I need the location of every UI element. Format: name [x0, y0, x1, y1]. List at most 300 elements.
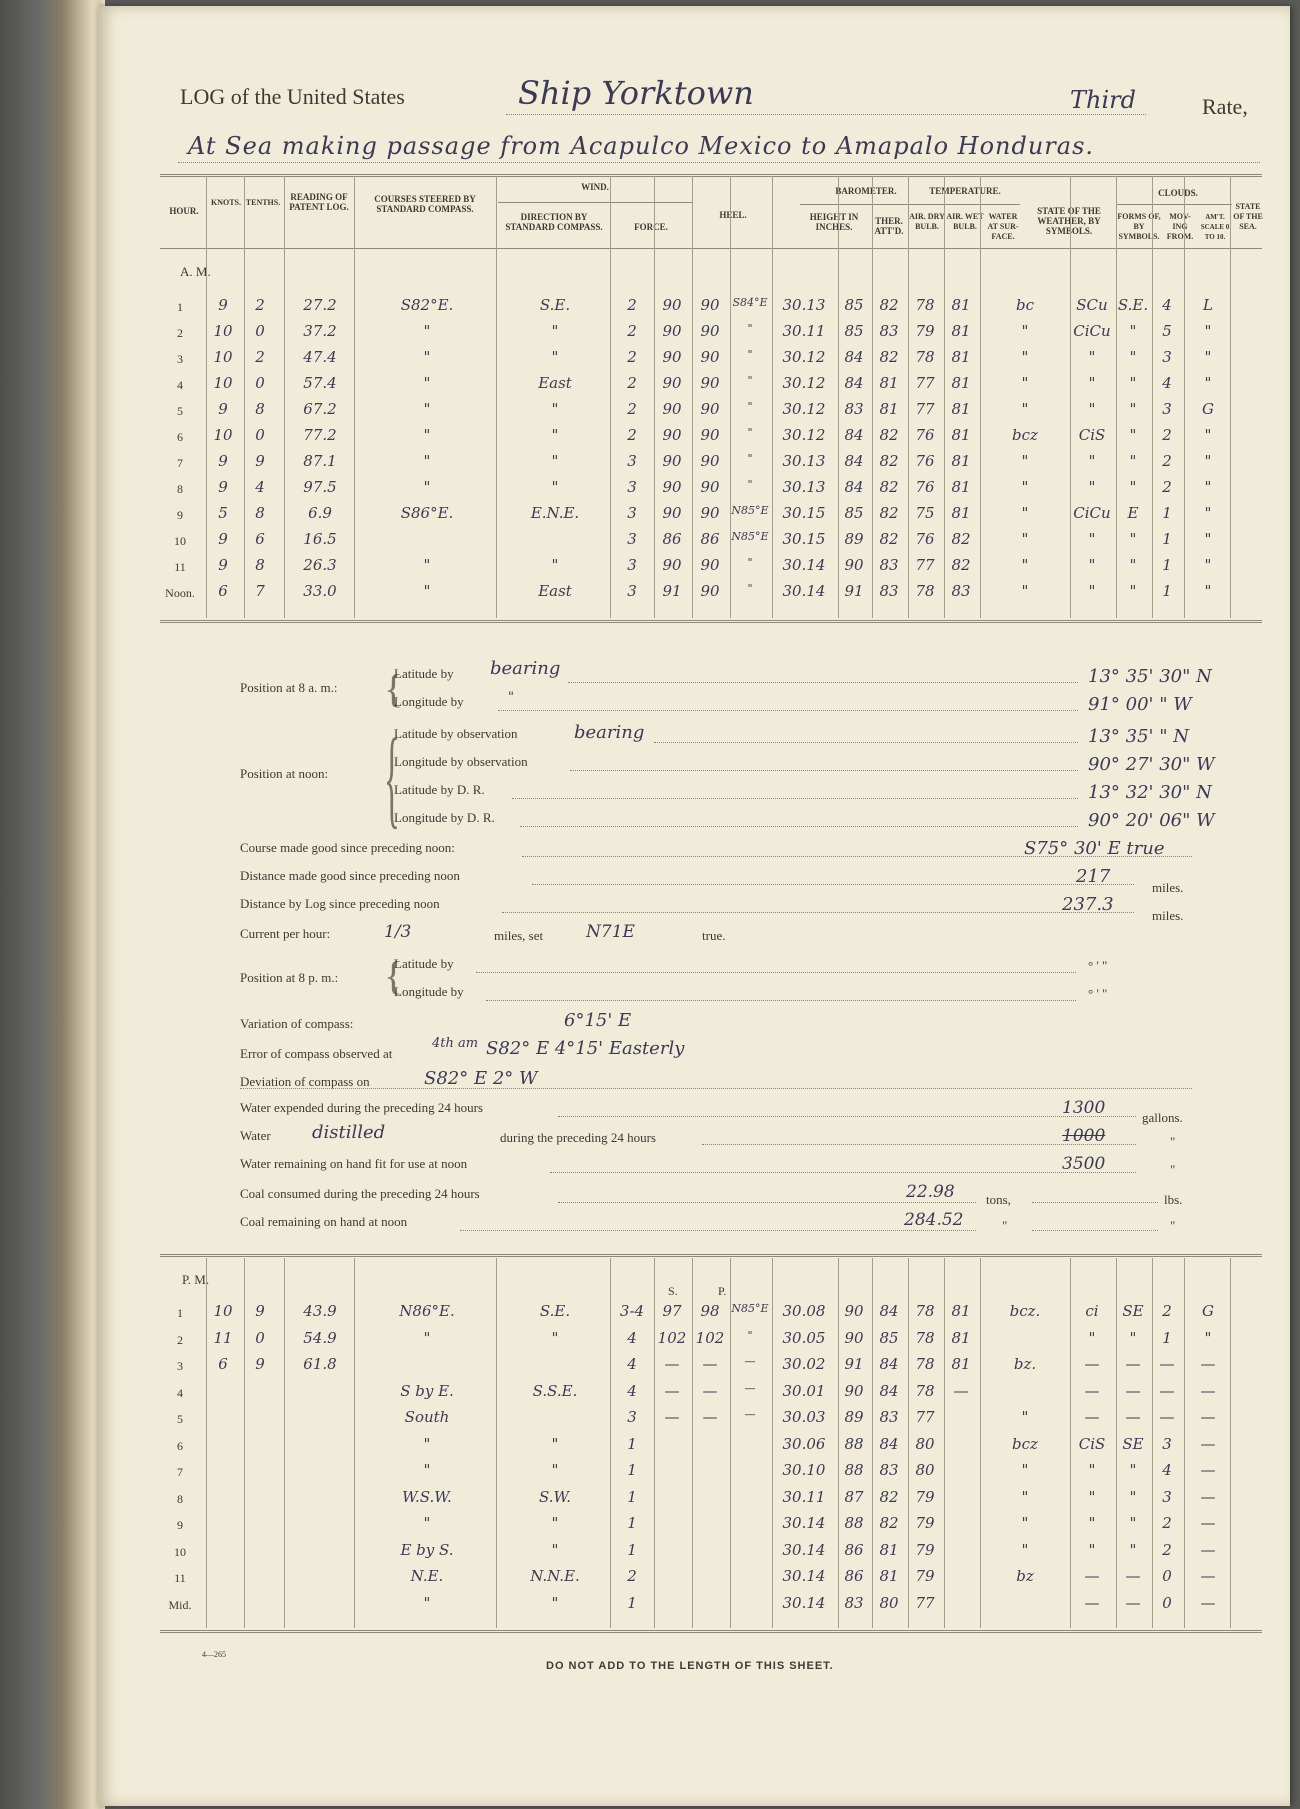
log-cell-log: 57.4 — [303, 374, 337, 392]
log-cell-cforms: — — [1084, 1355, 1100, 1373]
dist-log-value: 237.3 — [1062, 894, 1114, 915]
hour-label: 3 — [177, 1359, 183, 1373]
am-label: A. M. — [180, 264, 211, 279]
log-cell-c1: 90 — [662, 426, 682, 444]
log-cell-cmove: SE — [1122, 1302, 1144, 1320]
log-cell-cmove: E — [1127, 504, 1139, 522]
log-cell-wind_dir: S.E. — [539, 296, 571, 314]
log-cell-sea: — — [1200, 1514, 1216, 1532]
log-cell-c1: 91 — [662, 582, 682, 600]
log-cell-tenths: 0 — [255, 1328, 265, 1347]
log-cell-force: 4 — [627, 1355, 637, 1373]
log-cell-force: 2 — [627, 322, 637, 340]
log-cell-log: 47.4 — [303, 348, 337, 366]
log-cell-water: 81 — [951, 400, 971, 418]
log-cell-cmove: " — [1129, 426, 1137, 444]
log-cell-course: " — [423, 322, 431, 340]
log-cell-water: 81 — [951, 374, 971, 392]
hour-label: 8 — [177, 1491, 183, 1506]
log-cell-sea: — — [1200, 1540, 1216, 1559]
log-cell-ther: 91 — [844, 582, 864, 600]
log-cell-c1: 90 — [662, 296, 682, 314]
log-cell-ther: 90 — [844, 1381, 864, 1400]
log-cell-cforms: CiS — [1078, 426, 1106, 444]
log-cell-wet: 77 — [915, 374, 935, 392]
log-cell-c3: " — [747, 556, 753, 569]
log-cell-baro: 30.14 — [782, 1514, 826, 1532]
log-cell-baro: 30.01 — [782, 1381, 826, 1400]
log-cell-dry: 83 — [879, 1408, 899, 1426]
col-weather: STATE OF THE WEATHER, BY SYMBOLS. — [1037, 206, 1101, 236]
log-cell-wind_dir: " — [551, 452, 559, 470]
log-cell-ther: 88 — [844, 1461, 864, 1479]
log-cell-weather: bz. — [1013, 1355, 1037, 1373]
log-cell-ther: 85 — [844, 322, 864, 340]
log-cell-c1: 90 — [662, 348, 682, 366]
log-cell-cforms: " — [1088, 582, 1096, 600]
log-cell-cmove: " — [1129, 556, 1137, 574]
dist-good-value: 217 — [1076, 866, 1111, 887]
log-cell-weather: " — [1021, 504, 1029, 522]
lon-by-label: Longitude by — [394, 694, 464, 709]
log-cell-c3: " — [747, 400, 753, 413]
col-clouds: CLOUDS. — [1158, 188, 1198, 198]
log-cell-c3: S84°E — [732, 296, 768, 309]
log-cell-c2: 90 — [700, 322, 720, 340]
lat-by-value: bearing — [490, 658, 561, 679]
log-cell-camt: 5 — [1162, 322, 1172, 340]
pm-heel-s: S. — [668, 1284, 678, 1298]
log-cell-wet: 80 — [915, 1461, 935, 1479]
log-cell-wet: 79 — [915, 1540, 935, 1559]
variation-value: 6°15' E — [564, 1010, 632, 1031]
hour-label: 1 — [177, 1306, 183, 1320]
log-cell-weather: bcz — [1012, 1434, 1038, 1453]
water-expended-label: Water expended during the preceding 24 hours — [240, 1100, 483, 1115]
log-cell-c2: — — [702, 1355, 718, 1373]
log-cell-c3: " — [747, 452, 753, 465]
log-cell-wind_dir: " — [551, 400, 559, 418]
lat-by-label: Latitude by — [394, 666, 454, 681]
log-cell-knots: 10 — [213, 426, 233, 444]
log-cell-wind_dir: " — [551, 322, 559, 340]
log-cell-baro: 30.02 — [782, 1355, 826, 1373]
log-cell-course: N.E. — [410, 1567, 444, 1585]
log-cell-c3: — — [744, 1381, 756, 1395]
log-cell-sea: — — [1200, 1487, 1216, 1506]
log-cell-wind_dir: " — [551, 1593, 559, 1612]
hour-label: 6 — [177, 1438, 183, 1453]
col-wind-direction: DIRECTION BY STANDARD COMPASS. — [505, 212, 603, 232]
log-cell-cmove: " — [1129, 1514, 1137, 1532]
log-cell-sea: — — [1200, 1593, 1216, 1612]
log-cell-dry: 83 — [879, 556, 899, 574]
log-cell-course: " — [423, 1434, 431, 1453]
8am-longitude: 91° 00' " W — [1088, 694, 1192, 715]
log-cell-wet: 79 — [915, 1514, 935, 1532]
log-cell-ther: 88 — [844, 1514, 864, 1532]
position-8am-label: Position at 8 a. m.: — [240, 680, 338, 695]
log-cell-sea: " — [1204, 556, 1212, 574]
col-courses: COURSES STEERED BY STANDARD COMPASS. — [374, 194, 476, 214]
lat-8pm-label: Latitude by — [394, 956, 454, 971]
log-cell-cmove: " — [1129, 1487, 1137, 1506]
log-cell-cforms: " — [1088, 478, 1096, 496]
hour-label: 6 — [177, 430, 183, 444]
log-cell-camt: 2 — [1162, 478, 1172, 496]
log-cell-weather: bcz — [1012, 426, 1038, 444]
log-cell-weather: " — [1021, 1487, 1029, 1506]
log-cell-force: 3 — [627, 452, 637, 470]
log-cell-force: 2 — [627, 296, 637, 314]
log-cell-course: S82°E. — [400, 296, 454, 314]
log-cell-c3: — — [744, 1408, 756, 1421]
log-cell-baro: 30.06 — [782, 1434, 826, 1453]
lon-by-value: " — [508, 690, 514, 705]
col-cloud-forms: FORMS OF, BY SYMBOLS. — [1117, 212, 1161, 241]
log-cell-force: 2 — [627, 426, 637, 444]
deviation-label: Deviation of compass on — [240, 1074, 370, 1089]
log-cell-baro: 30.14 — [782, 1540, 826, 1559]
error-value: S82° E 4°15' Easterly — [486, 1038, 685, 1059]
log-cell-course: " — [423, 1593, 431, 1612]
log-cell-course: " — [423, 426, 431, 444]
log-cell-dry: 81 — [879, 374, 899, 392]
log-cell-dry: 82 — [879, 426, 899, 444]
log-cell-wet: 78 — [915, 1381, 935, 1400]
log-cell-weather: " — [1021, 1540, 1029, 1559]
log-cell-wind_dir: S.W. — [538, 1487, 572, 1506]
log-cell-sea: — — [1200, 1381, 1216, 1400]
log-cell-cforms: " — [1088, 452, 1096, 470]
log-cell-cmove: " — [1129, 582, 1137, 600]
log-cell-baro: 30.12 — [782, 374, 826, 392]
log-cell-course: " — [423, 478, 431, 496]
log-cell-knots: 9 — [218, 530, 228, 548]
log-cell-c2: 86 — [700, 530, 720, 548]
log-cell-tenths: 9 — [255, 452, 265, 470]
log-cell-force: 3 — [627, 478, 637, 496]
log-cell-cmove: — — [1125, 1593, 1141, 1612]
log-cell-ther: 84 — [844, 452, 864, 470]
log-cell-ther: 84 — [844, 348, 864, 366]
log-cell-camt: 3 — [1162, 1434, 1172, 1453]
log-cell-c2: — — [702, 1381, 718, 1400]
log-cell-water: 81 — [951, 426, 971, 444]
log-cell-force: 1 — [627, 1540, 637, 1559]
log-cell-camt: 1 — [1162, 556, 1172, 574]
col-temperature: TEMPERATURE. — [929, 186, 1001, 196]
log-cell-dry: 82 — [879, 530, 899, 548]
log-cell-cforms: ci — [1085, 1302, 1099, 1320]
log-cell-wind_dir: " — [551, 426, 559, 444]
log-cell-knots: 10 — [213, 322, 233, 340]
log-cell-ther: 84 — [844, 478, 864, 496]
log-cell-baro: 30.12 — [782, 426, 826, 444]
log-cell-knots: 10 — [213, 374, 233, 392]
log-cell-ther: 89 — [844, 530, 864, 548]
log-cell-log: 33.0 — [303, 582, 337, 600]
log-cell-c1: — — [664, 1381, 680, 1400]
log-cell-tenths: 9 — [255, 1302, 265, 1320]
log-cell-ther: 83 — [844, 1593, 864, 1612]
log-cell-course: " — [423, 1461, 431, 1479]
log-cell-water: 81 — [951, 452, 971, 470]
log-cell-cmove: " — [1129, 400, 1137, 418]
log-cell-wet: 77 — [915, 400, 935, 418]
log-cell-cmove: " — [1129, 374, 1137, 392]
lon-obs-label: Longitude by observation — [394, 754, 528, 769]
log-cell-force: 4 — [627, 1381, 637, 1400]
log-cell-c3: " — [747, 322, 753, 335]
log-cell-force: 2 — [627, 400, 637, 418]
log-cell-c1: 90 — [662, 400, 682, 418]
log-cell-log: 87.1 — [303, 452, 337, 470]
log-cell-weather: " — [1021, 400, 1029, 418]
log-cell-force: 3 — [627, 530, 637, 548]
log-cell-c2: 90 — [700, 478, 720, 496]
lon-8pm-label: Longitude by — [394, 984, 464, 999]
log-cell-wet: 75 — [915, 504, 935, 522]
log-cell-baro: 30.12 — [782, 400, 826, 418]
log-cell-wet: 78 — [915, 582, 935, 600]
log-cell-tenths: 7 — [255, 582, 265, 600]
log-cell-knots: 9 — [218, 452, 228, 470]
ditto-2: " — [1170, 1162, 1176, 1177]
col-cloud-amount: AM'T. SCALE 0 TO 10. — [1200, 213, 1230, 241]
log-cell-wet: 78 — [915, 1302, 935, 1320]
log-cell-course: " — [423, 452, 431, 470]
log-cell-sea: G — [1202, 1302, 1214, 1320]
log-cell-force: 1 — [627, 1461, 637, 1479]
log-cell-tenths: 8 — [255, 400, 265, 418]
log-cell-sea: — — [1200, 1408, 1216, 1426]
log-cell-c3: " — [747, 426, 753, 439]
log-cell-c2: — — [702, 1408, 718, 1426]
log-cell-course: " — [423, 1514, 431, 1532]
log-cell-sea: " — [1204, 452, 1212, 470]
log-cell-cforms: CiCu — [1073, 504, 1111, 522]
log-cell-camt: 1 — [1162, 582, 1172, 600]
log-cell-c3: N85°E — [731, 1302, 769, 1315]
dist-good-label: Distance made good since preceding noon — [240, 868, 460, 883]
log-cell-weather: bcz. — [1009, 1302, 1041, 1320]
log-cell-water: 82 — [951, 530, 971, 548]
log-cell-wind_dir: " — [551, 556, 559, 574]
log-cell-knots: 11 — [213, 1328, 233, 1347]
log-cell-wet: 76 — [915, 426, 935, 444]
log-cell-sea: " — [1204, 374, 1212, 392]
col-air-dry: AIR. DRY BULB. — [909, 212, 945, 231]
log-cell-weather: " — [1021, 348, 1029, 366]
voyage-description: At Sea making passage from Acapulco Mexico to Amapalo Honduras. — [188, 132, 1095, 160]
log-cell-wet: 78 — [915, 1355, 935, 1373]
hour-label: 10 — [174, 1544, 186, 1559]
error-time: 4th am — [432, 1036, 479, 1051]
dist-log-label: Distance by Log since preceding noon — [240, 896, 440, 911]
log-cell-camt: — — [1159, 1355, 1175, 1373]
log-cell-wet: 78 — [915, 1328, 935, 1347]
log-cell-force: 2 — [627, 348, 637, 366]
log-cell-cforms: — — [1084, 1593, 1100, 1612]
log-cell-cmove: " — [1129, 1328, 1137, 1347]
hour-label: 11 — [174, 1571, 186, 1585]
log-cell-c1: — — [664, 1355, 680, 1373]
log-cell-water: 81 — [951, 504, 971, 522]
log-cell-c1: 90 — [662, 452, 682, 470]
hour-label: 9 — [177, 508, 183, 522]
log-cell-water: 81 — [951, 322, 971, 340]
current-label: Current per hour: — [240, 926, 331, 941]
log-cell-water: 81 — [951, 1328, 971, 1347]
log-cell-ther: 87 — [844, 1487, 864, 1506]
log-cell-sea: G — [1202, 400, 1214, 418]
col-cloud-moving: MOV- ING FROM. — [1166, 212, 1194, 241]
log-cell-wind_dir: East — [538, 582, 572, 600]
log-cell-camt: 0 — [1162, 1593, 1172, 1612]
hour-label: 5 — [177, 404, 183, 418]
log-cell-cmove: " — [1129, 348, 1137, 366]
ditto-4: " — [1170, 1218, 1176, 1233]
log-cell-cmove: " — [1129, 322, 1137, 340]
log-cell-c3: " — [747, 348, 753, 361]
log-cell-cforms: " — [1088, 348, 1096, 366]
log-cell-camt: 2 — [1162, 1540, 1172, 1559]
log-cell-force: 3 — [627, 582, 637, 600]
miles-label-2: miles. — [1152, 908, 1184, 923]
log-cell-c2: 90 — [700, 582, 720, 600]
form-number: 4—265 — [202, 1650, 226, 1659]
log-cell-camt: 4 — [1162, 374, 1172, 392]
log-cell-c1: 90 — [662, 478, 682, 496]
log-cell-wet: 79 — [915, 322, 935, 340]
log-cell-baro: 30.13 — [782, 452, 826, 470]
8am-latitude: 13° 35' 30" N — [1088, 666, 1212, 687]
log-cell-c3: " — [747, 1328, 753, 1342]
noon-lat-dr: 13° 32' 30" N — [1088, 782, 1212, 803]
8pm-lon-blank: ° ' " — [1088, 986, 1108, 1001]
log-sheet: LOG of the United States Ship Yorktown Third Rate, At Sea making passage from Acapulco Mexico to Amapalo Honduras. HOUR. KNOTS. TENTHS. READING OF PATENT LOG. COURSES STEERED BY STANDARD COMPASS. WIND. DIRECTION BY STANDARD COMPASS. FORCE. HEEL. BAROMETER. HEIGHT IN INCHES. THER. ATT'D. TEMPERATURE. AIR. DRY BULB. AIR. WET BULB. WATER AT SUR- FACE. STATE OF THE WEATHER, BY SYMBOLS. CLOUDS. FORMS OF, BY SYMBOLS. MOV- ING FROM. AM'T. SCALE 0 TO 10. STATE OF THE SEA. A. M. 1 9 2 27.2 S82°E. S.E. 2 90 90 S84°E 30.13 85 82 78 81 bc SCu S.E. 4 L 2 10 0 37.2 " " 2 90 90 " 30.11 85 83 79 81 " CiCu " 5 " 3 10 2 47.4 " " 2 90 90 " 30.12 84 82 78 81 " " " 3 " 4 10 0 57.4 " East 2 90 90 " 30.12 84 81 77 81 " " " 4 " 5 9 8 67.2 " " 2 90 90 " 30.12 83 81 77 81 " " " 3 G 6 10 0 77.2 " " 2 90 90 " 30.12 84 82 76 81 bcz CiS " 2 " 7 9 9 87.1 " " 3 90 90 " 30.13 84 82 76 81 " " " 2 " 8 9 4 97.5 " " 3 90 90 " 30.13 84 82 76 81 " " " 2 " 9 5 8 6.9 S86°E. E.N.E. 3 90 90 N85°E 30.15 85 82 75 81 " CiCu E 1 " 10 9 6 16.5 3 86 86 N85°E 30.15 89 82 76 82 " " " 1 " 11 9 8 26.3 " " 3 90 90 " 30.14 90 83 77 82 " " " 1 " Noon. 6 7 33.0 " East 3 91 90 " 30.14 91 83 78 83 " " " 1 " Position at 8 a. m.: { Latitude by bearing 13° 35' 30" N Longitude by " 91° 00' " W Position at noon: { Latitude by observation bearing 13° 35' " N Longitude by observation 90° 27' 30" W Latitude by D. R. 13° 32' 30" N Longitude by D. R. 90° 20' 06" W Course made good since preceding noon: S75° 30' E true Distance made good since preceding noon 217 miles. Distance by Log since preceding noon 237.3 miles. Current per hour: 1/3 miles, set N71E true. Position at 8 p. m.: { Latitude by ° ' " Longitude by ° ' " Variation of compass: 6°15' E Error of compass observed at 4th am S82° E 4°15' Easterly Deviation of compass on S82° E 2° W Water expended during the preceding 24 hours 1300 gallons. Water distilled during the preceding 24 hours 1000 " Water remaining on hand fit for use at noon 3500 " Coal consumed during the preceding 24 hours 22.98 tons, lbs. Coal remaining on hand at noon 284.52 " " P. M. S. P. 1 10 9 43.9 N86°E. S.E. 3-4 97 98 N85°E 30.08 90 84 78 81 bcz. ci SE 2 G 2 11 0 54.9 " " 4 102 102 " 30.05 90 85 78 81 " " 1 " 3 6 9 61.8 4 — — — 30.02 91 84 78 81 bz. — — — — 4 S by E. S.S.E. 4 — — — 30.01 90 84 78 — — — — — 5 South 3 — — — 30.03 89 83 77 " — — — — 6 " " 1 30.06 88 84 80 bcz CiS SE 3 — 7 " " 1 30.10 88 83 80 " " " 4 — 8 W.S.W. S.W. 1 30.11 87 82 79 " " " 3 — 9 " " 1 30.14 88 82 79 " " " 2 — 10 E by S. " 1 30.14 86 81 79 " " " 2 — 11 N.E. N.N.E. 2 30.14 86 81 79 bz — — 0 — Mid. " " 1 30.14 83 80 77 — — 0 — 4—265 DO NOT ADD TO THE LENGTH OF THIS SHEET. — [98, 6, 1290, 1806]
log-cell-baro: 30.05 — [782, 1328, 826, 1347]
log-cell-camt: 2 — [1162, 452, 1172, 470]
lat-dr-label: Latitude by D. R. — [394, 782, 485, 797]
log-cell-cforms: " — [1088, 1540, 1096, 1559]
col-hour: HOUR. — [169, 206, 199, 216]
log-cell-camt: — — [1159, 1408, 1175, 1426]
log-cell-dry: 84 — [879, 1355, 899, 1373]
position-8pm-label: Position at 8 p. m.: — [240, 970, 339, 985]
log-cell-dry: 81 — [879, 1540, 899, 1559]
col-baro-ther: THER. ATT'D. — [874, 216, 904, 236]
log-cell-course: S by E. — [400, 1381, 454, 1400]
log-cell-wet: 80 — [915, 1434, 935, 1453]
log-cell-cmove: S.E. — [1117, 296, 1149, 314]
log-cell-ther: 85 — [844, 296, 864, 314]
log-cell-c3: " — [747, 582, 753, 595]
log-cell-cforms: SCu — [1076, 296, 1108, 314]
log-cell-sea: — — [1200, 1461, 1216, 1479]
log-cell-sea: " — [1204, 582, 1212, 600]
log-cell-dry: 83 — [879, 582, 899, 600]
log-cell-c1: 90 — [662, 322, 682, 340]
log-cell-log: 6.9 — [308, 504, 332, 522]
log-cell-log: 26.3 — [303, 556, 337, 574]
log-cell-c1: 86 — [662, 530, 682, 548]
log-cell-baro: 30.03 — [782, 1408, 826, 1426]
rate-label: Rate, — [1202, 94, 1248, 119]
current-value: 1/3 — [384, 922, 412, 942]
log-cell-cmove: — — [1125, 1408, 1141, 1426]
log-cell-baro: 30.15 — [782, 530, 826, 548]
log-cell-course: E by S. — [400, 1540, 454, 1559]
hour-label: 1 — [177, 300, 183, 314]
log-cell-baro: 30.13 — [782, 296, 826, 314]
pm-label: P. M. — [182, 1272, 210, 1287]
log-cell-course: South — [404, 1408, 450, 1426]
log-cell-cforms: CiS — [1078, 1434, 1106, 1453]
log-cell-dry: 85 — [879, 1328, 899, 1347]
log-cell-dry: 82 — [879, 504, 899, 522]
noon-lat-obs: 13° 35' " N — [1088, 726, 1189, 747]
col-wind-force: FORCE. — [634, 222, 668, 232]
col-water-surface: WATER AT SUR- FACE. — [987, 212, 1019, 241]
log-cell-course: " — [423, 582, 431, 600]
hour-label: 8 — [177, 482, 183, 496]
log-cell-baro: 30.11 — [782, 1487, 826, 1506]
log-cell-sea: L — [1203, 296, 1213, 314]
hour-label: 10 — [174, 534, 186, 548]
coal-consumed-label: Coal consumed during the preceding 24 hours — [240, 1186, 480, 1201]
log-cell-baro: 30.14 — [782, 1593, 826, 1612]
8pm-lat-blank: ° ' " — [1088, 958, 1108, 973]
log-cell-force: 4 — [627, 1328, 637, 1347]
log-cell-force: 3 — [627, 556, 637, 574]
log-cell-weather: " — [1021, 1408, 1029, 1426]
log-cell-dry: 82 — [879, 1487, 899, 1506]
log-cell-knots: 9 — [218, 296, 228, 314]
col-sea-state: STATE OF THE SEA. — [1233, 202, 1263, 231]
log-cell-wind_dir: S.E. — [539, 1302, 571, 1320]
col-tenths: TENTHS. — [245, 198, 281, 207]
log-cell-wind_dir: " — [551, 348, 559, 366]
log-cell-weather: " — [1021, 374, 1029, 392]
water-expended-value: 1300 — [1062, 1098, 1106, 1118]
hour-label: 5 — [177, 1412, 183, 1426]
log-cell-wet: 78 — [915, 348, 935, 366]
log-cell-dry: 84 — [879, 1434, 899, 1453]
log-cell-ther: 90 — [844, 1302, 864, 1320]
log-cell-ther: 83 — [844, 400, 864, 418]
log-cell-cforms: — — [1084, 1567, 1100, 1585]
log-cell-dry: 82 — [879, 1514, 899, 1532]
log-cell-cmove: — — [1125, 1381, 1141, 1400]
hour-label: 7 — [177, 456, 183, 470]
log-cell-cforms: CiCu — [1073, 322, 1111, 340]
log-cell-water: 81 — [951, 296, 971, 314]
log-cell-knots: 9 — [218, 478, 228, 496]
log-cell-camt: 2 — [1162, 1302, 1172, 1320]
log-cell-force: 2 — [627, 1567, 637, 1585]
log-cell-ther: 84 — [844, 374, 864, 392]
log-cell-knots: 9 — [218, 400, 228, 418]
log-cell-course: " — [423, 400, 431, 418]
log-cell-sea: " — [1204, 478, 1212, 496]
log-cell-sea: " — [1204, 504, 1212, 522]
log-cell-cmove: — — [1125, 1355, 1141, 1373]
log-cell-ther: 91 — [844, 1355, 864, 1373]
log-cell-tenths: 8 — [255, 504, 265, 522]
log-cell-c2: 98 — [700, 1302, 720, 1320]
